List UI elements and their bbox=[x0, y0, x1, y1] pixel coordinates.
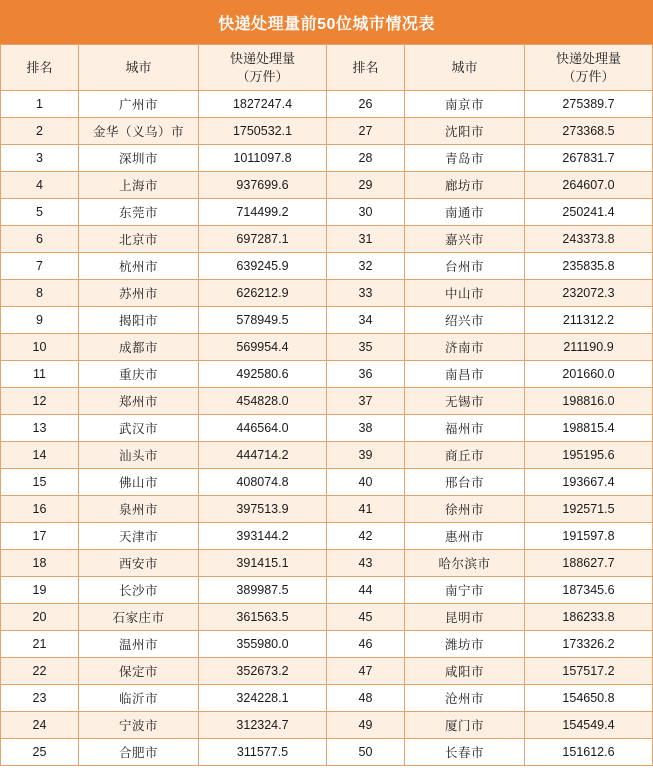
cell-volume-left: 492580.6 bbox=[199, 361, 327, 388]
cell-volume-right: 191597.8 bbox=[525, 523, 653, 550]
cell-city-left: 武汉市 bbox=[79, 415, 199, 442]
cell-city-left: 天津市 bbox=[79, 523, 199, 550]
cell-city-right: 潍坊市 bbox=[405, 631, 525, 658]
cell-rank-right: 29 bbox=[327, 172, 405, 199]
cell-rank-right: 34 bbox=[327, 307, 405, 334]
cell-rank-right: 46 bbox=[327, 631, 405, 658]
cell-city-left: 郑州市 bbox=[79, 388, 199, 415]
table-row bbox=[1, 91, 653, 118]
cell-rank-left: 21 bbox=[1, 631, 79, 658]
cell-city-right: 徐州市 bbox=[405, 496, 525, 523]
table-row bbox=[1, 145, 653, 172]
cell-rank-right: 50 bbox=[327, 739, 405, 766]
table-row bbox=[1, 118, 653, 145]
table-row bbox=[1, 712, 653, 739]
cell-rank-left: 24 bbox=[1, 712, 79, 739]
cell-city-right: 青岛市 bbox=[405, 145, 525, 172]
express-volume-table bbox=[0, 44, 653, 766]
table-row bbox=[1, 334, 653, 361]
cell-volume-right: 186233.8 bbox=[525, 604, 653, 631]
cell-volume-left: 937699.6 bbox=[199, 172, 327, 199]
cell-rank-right: 31 bbox=[327, 226, 405, 253]
column-header-text: 快递处理量 bbox=[555, 50, 621, 66]
cell-volume-left: 639245.9 bbox=[199, 253, 327, 280]
column-header-city-left bbox=[79, 45, 199, 91]
cell-city-right: 厦门市 bbox=[405, 712, 525, 739]
cell-volume-right: 188627.7 bbox=[525, 550, 653, 577]
cell-city-right: 沧州市 bbox=[405, 685, 525, 712]
cell-city-left: 金华（义乌）市 bbox=[79, 118, 199, 145]
table-row bbox=[1, 739, 653, 766]
cell-volume-right: 198815.4 bbox=[525, 415, 653, 442]
cell-volume-right: 173326.2 bbox=[525, 631, 653, 658]
document-title-bar bbox=[0, 0, 653, 44]
cell-rank-right: 47 bbox=[327, 658, 405, 685]
cell-rank-right: 33 bbox=[327, 280, 405, 307]
cell-volume-left: 697287.1 bbox=[199, 226, 327, 253]
cell-volume-right: 273368.5 bbox=[525, 118, 653, 145]
column-header-text: 排名 bbox=[26, 59, 53, 75]
cell-rank-right: 49 bbox=[327, 712, 405, 739]
cell-rank-right: 41 bbox=[327, 496, 405, 523]
cell-rank-left: 18 bbox=[1, 550, 79, 577]
cell-volume-left: 578949.5 bbox=[199, 307, 327, 334]
column-header-text: 城市 bbox=[125, 59, 152, 75]
cell-volume-left: 324228.1 bbox=[199, 685, 327, 712]
table-row bbox=[1, 307, 653, 334]
cell-volume-left: 393144.2 bbox=[199, 523, 327, 550]
cell-volume-right: 151612.6 bbox=[525, 739, 653, 766]
cell-rank-right: 37 bbox=[327, 388, 405, 415]
cell-city-left: 东莞市 bbox=[79, 199, 199, 226]
cell-rank-left: 4 bbox=[1, 172, 79, 199]
table-row bbox=[1, 496, 653, 523]
cell-city-left: 揭阳市 bbox=[79, 307, 199, 334]
cell-city-right: 南通市 bbox=[405, 199, 525, 226]
table-row bbox=[1, 226, 653, 253]
column-header-text: 快递处理量 bbox=[229, 50, 295, 66]
table-row bbox=[1, 550, 653, 577]
cell-rank-left: 23 bbox=[1, 685, 79, 712]
cell-volume-right: 243373.8 bbox=[525, 226, 653, 253]
cell-rank-left: 15 bbox=[1, 469, 79, 496]
cell-rank-left: 11 bbox=[1, 361, 79, 388]
cell-volume-left: 446564.0 bbox=[199, 415, 327, 442]
cell-city-right: 哈尔滨市 bbox=[405, 550, 525, 577]
cell-city-left: 汕头市 bbox=[79, 442, 199, 469]
header-row bbox=[1, 45, 653, 91]
cell-city-right: 廊坊市 bbox=[405, 172, 525, 199]
table-row bbox=[1, 658, 653, 685]
cell-city-right: 嘉兴市 bbox=[405, 226, 525, 253]
cell-volume-left: 312324.7 bbox=[199, 712, 327, 739]
cell-volume-left: 569954.4 bbox=[199, 334, 327, 361]
cell-rank-left: 16 bbox=[1, 496, 79, 523]
cell-rank-left: 13 bbox=[1, 415, 79, 442]
cell-city-right: 商丘市 bbox=[405, 442, 525, 469]
cell-city-left: 温州市 bbox=[79, 631, 199, 658]
cell-volume-left: 355980.0 bbox=[199, 631, 327, 658]
cell-city-left: 合肥市 bbox=[79, 739, 199, 766]
table-row bbox=[1, 415, 653, 442]
cell-rank-right: 36 bbox=[327, 361, 405, 388]
cell-volume-left: 389987.5 bbox=[199, 577, 327, 604]
cell-rank-right: 32 bbox=[327, 253, 405, 280]
cell-rank-right: 35 bbox=[327, 334, 405, 361]
cell-rank-left: 8 bbox=[1, 280, 79, 307]
cell-volume-left: 454828.0 bbox=[199, 388, 327, 415]
table-row bbox=[1, 361, 653, 388]
cell-city-left: 上海市 bbox=[79, 172, 199, 199]
table-row bbox=[1, 280, 653, 307]
cell-rank-left: 6 bbox=[1, 226, 79, 253]
cell-volume-right: 264607.0 bbox=[525, 172, 653, 199]
cell-rank-right: 38 bbox=[327, 415, 405, 442]
cell-city-right: 惠州市 bbox=[405, 523, 525, 550]
table-row bbox=[1, 523, 653, 550]
cell-volume-right: 187345.6 bbox=[525, 577, 653, 604]
cell-volume-right: 232072.3 bbox=[525, 280, 653, 307]
table-body bbox=[1, 91, 653, 766]
cell-volume-right: 267831.7 bbox=[525, 145, 653, 172]
cell-city-right: 福州市 bbox=[405, 415, 525, 442]
cell-volume-left: 361563.5 bbox=[199, 604, 327, 631]
cell-city-right: 咸阳市 bbox=[405, 658, 525, 685]
table-row bbox=[1, 631, 653, 658]
cell-volume-right: 154549.4 bbox=[525, 712, 653, 739]
table-row bbox=[1, 604, 653, 631]
cell-volume-right: 198816.0 bbox=[525, 388, 653, 415]
table-row bbox=[1, 388, 653, 415]
table-header bbox=[1, 45, 653, 91]
cell-rank-right: 44 bbox=[327, 577, 405, 604]
cell-city-right: 南宁市 bbox=[405, 577, 525, 604]
cell-city-left: 西安市 bbox=[79, 550, 199, 577]
cell-volume-right: 193667.4 bbox=[525, 469, 653, 496]
cell-city-left: 石家庄市 bbox=[79, 604, 199, 631]
cell-city-right: 台州市 bbox=[405, 253, 525, 280]
cell-city-left: 成都市 bbox=[79, 334, 199, 361]
cell-city-left: 深圳市 bbox=[79, 145, 199, 172]
cell-rank-left: 20 bbox=[1, 604, 79, 631]
cell-city-left: 广州市 bbox=[79, 91, 199, 118]
cell-city-left: 北京市 bbox=[79, 226, 199, 253]
cell-rank-left: 5 bbox=[1, 199, 79, 226]
cell-volume-left: 444714.2 bbox=[199, 442, 327, 469]
column-header-unit: （万件） bbox=[562, 68, 615, 84]
table-row bbox=[1, 469, 653, 496]
cell-city-left: 临沂市 bbox=[79, 685, 199, 712]
cell-volume-left: 1011097.8 bbox=[199, 145, 327, 172]
column-header-volume-left bbox=[199, 45, 327, 91]
cell-city-right: 昆明市 bbox=[405, 604, 525, 631]
column-header-text: 城市 bbox=[451, 59, 478, 75]
cell-volume-right: 157517.2 bbox=[525, 658, 653, 685]
column-header-volume-right bbox=[525, 45, 653, 91]
cell-city-right: 绍兴市 bbox=[405, 307, 525, 334]
cell-volume-right: 154650.8 bbox=[525, 685, 653, 712]
cell-volume-left: 626212.9 bbox=[199, 280, 327, 307]
cell-rank-right: 43 bbox=[327, 550, 405, 577]
cell-city-left: 宁波市 bbox=[79, 712, 199, 739]
cell-rank-left: 22 bbox=[1, 658, 79, 685]
cell-volume-right: 235835.8 bbox=[525, 253, 653, 280]
cell-rank-left: 14 bbox=[1, 442, 79, 469]
cell-volume-right: 192571.5 bbox=[525, 496, 653, 523]
cell-rank-left: 3 bbox=[1, 145, 79, 172]
cell-rank-left: 17 bbox=[1, 523, 79, 550]
cell-city-right: 沈阳市 bbox=[405, 118, 525, 145]
column-header-text: 排名 bbox=[352, 59, 379, 75]
cell-city-right: 长春市 bbox=[405, 739, 525, 766]
cell-volume-right: 250241.4 bbox=[525, 199, 653, 226]
cell-rank-left: 12 bbox=[1, 388, 79, 415]
cell-volume-right: 201660.0 bbox=[525, 361, 653, 388]
cell-volume-right: 275389.7 bbox=[525, 91, 653, 118]
cell-volume-left: 1750532.1 bbox=[199, 118, 327, 145]
cell-volume-left: 352673.2 bbox=[199, 658, 327, 685]
cell-city-right: 济南市 bbox=[405, 334, 525, 361]
cell-city-left: 保定市 bbox=[79, 658, 199, 685]
table-row bbox=[1, 253, 653, 280]
column-header-unit: （万件） bbox=[236, 68, 289, 84]
cell-rank-right: 30 bbox=[327, 199, 405, 226]
cell-rank-left: 7 bbox=[1, 253, 79, 280]
table-row bbox=[1, 199, 653, 226]
cell-rank-left: 19 bbox=[1, 577, 79, 604]
cell-city-left: 重庆市 bbox=[79, 361, 199, 388]
cell-rank-left: 10 bbox=[1, 334, 79, 361]
cell-volume-left: 391415.1 bbox=[199, 550, 327, 577]
cell-rank-left: 2 bbox=[1, 118, 79, 145]
table-row bbox=[1, 442, 653, 469]
page-title: 快递处理量前50位城市情况表 bbox=[218, 15, 435, 33]
cell-rank-right: 48 bbox=[327, 685, 405, 712]
column-header-city-right bbox=[405, 45, 525, 91]
table-row bbox=[1, 685, 653, 712]
cell-volume-left: 408074.8 bbox=[199, 469, 327, 496]
cell-volume-right: 211312.2 bbox=[525, 307, 653, 334]
cell-volume-right: 195195.6 bbox=[525, 442, 653, 469]
cell-city-right: 南京市 bbox=[405, 91, 525, 118]
column-header-rank-left bbox=[1, 45, 79, 91]
cell-rank-right: 26 bbox=[327, 91, 405, 118]
cell-city-right: 邢台市 bbox=[405, 469, 525, 496]
cell-city-left: 佛山市 bbox=[79, 469, 199, 496]
cell-rank-right: 39 bbox=[327, 442, 405, 469]
cell-rank-right: 27 bbox=[327, 118, 405, 145]
cell-volume-left: 1827247.4 bbox=[199, 91, 327, 118]
cell-rank-right: 28 bbox=[327, 145, 405, 172]
cell-city-right: 中山市 bbox=[405, 280, 525, 307]
cell-volume-left: 714499.2 bbox=[199, 199, 327, 226]
cell-rank-left: 25 bbox=[1, 739, 79, 766]
table-row bbox=[1, 577, 653, 604]
cell-city-left: 长沙市 bbox=[79, 577, 199, 604]
column-header-rank-right bbox=[327, 45, 405, 91]
table-row bbox=[1, 172, 653, 199]
cell-rank-right: 42 bbox=[327, 523, 405, 550]
cell-city-left: 杭州市 bbox=[79, 253, 199, 280]
cell-city-left: 泉州市 bbox=[79, 496, 199, 523]
cell-rank-right: 40 bbox=[327, 469, 405, 496]
cell-city-left: 苏州市 bbox=[79, 280, 199, 307]
cell-city-right: 南昌市 bbox=[405, 361, 525, 388]
cell-rank-left: 9 bbox=[1, 307, 79, 334]
cell-city-right: 无锡市 bbox=[405, 388, 525, 415]
cell-volume-right: 211190.9 bbox=[525, 334, 653, 361]
cell-volume-left: 397513.9 bbox=[199, 496, 327, 523]
cell-rank-right: 45 bbox=[327, 604, 405, 631]
cell-rank-left: 1 bbox=[1, 91, 79, 118]
cell-volume-left: 311577.5 bbox=[199, 739, 327, 766]
